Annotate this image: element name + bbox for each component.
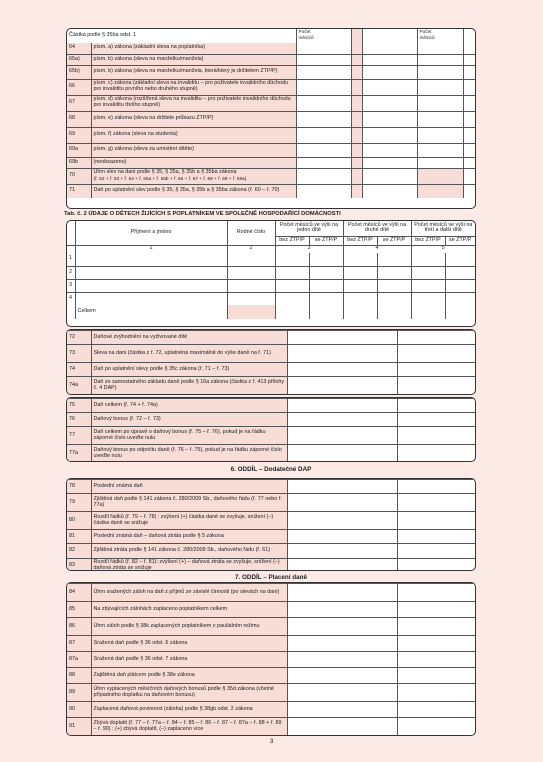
section-6-title: 6. ODDÍL – Dodatečné DAP [230,466,312,473]
row-number: 89 [67,684,91,702]
child-index: 4 [67,292,75,305]
se-ztp: se ZTP/P [377,236,411,245]
row-label: Úhrn vyplacených měsíčních daňových bonusů podle § 35d zákona (včetně případného doplatku na daňovém bonusu) [91,684,287,702]
form-row [67,512,475,530]
amount-field[interactable] [362,168,417,184]
amount-field[interactable] [463,143,475,157]
row-label: písm. e) zákona (sleva na držitele průkazu ZTP/P) [91,111,296,127]
amount-field[interactable] [362,143,417,157]
amount-field[interactable] [463,95,475,111]
form-row [67,636,475,652]
row-label: Zaplacená daňová povinnost (záloha) podle § 38gb odst. 2 zákona [91,702,287,718]
col-second-child: Počet měsíců ve výši na druhé dítě [343,221,411,236]
row-number: 80 [67,512,91,530]
form-row [67,184,475,198]
row-number: 85 [67,602,91,618]
months-field[interactable] [275,292,309,305]
months-field[interactable] [411,292,445,305]
form-row [67,445,475,463]
child-row [67,279,475,292]
row-label: Daň po uplatnění slev podle § 35, § 35a, § 35b a § 35ba zákona (ř. 60 – ř. 70) [91,184,296,198]
months-field[interactable] [417,157,463,168]
row-label: Na zbývajících zálohách zaplaceno poplatníkem celkem [91,602,287,618]
form-row [67,618,475,636]
amount-field[interactable] [287,702,397,718]
row-number: 88 [67,668,91,684]
child-name-field[interactable] [75,253,227,266]
bez-ztp: bez ZTP/P [343,236,377,245]
months-field[interactable] [445,279,475,292]
se-ztp: se ZTP/P [309,236,343,245]
months-field[interactable] [275,279,309,292]
row-label: Rozdíl řádků (ř. 79 – ř. 78) : zvýšení (+) částka daně se zvyšuje, snížení (–) částka daně se snižuje [91,512,287,530]
months-field[interactable] [343,279,377,292]
row-number: 86 [67,618,91,636]
amount-field[interactable] [362,43,417,54]
row-number: 87 [67,636,91,652]
form-row [67,668,475,684]
total-label: Celkem [75,305,227,319]
slevy-header-row [67,29,475,43]
row-label: Daň celkem po úpravě o daňový bonus (ř. 75 – ř. 76), pokud je na řádku záporné číslo uveďte nulu [91,427,287,445]
bez-ztp: bez ZTP/P [411,236,445,245]
form-row [67,480,475,494]
amount-field[interactable] [287,602,397,618]
amount-field[interactable] [287,399,397,413]
row-number: 73 [67,345,91,363]
amount-field[interactable] [287,427,397,445]
row-label: Zajištěná daň plátcem podle § 38e zákona [91,668,287,684]
row-number: 90 [67,702,91,718]
row-label: písm. b) zákona (sleva na manželku/manžela, která/který je držitelem ZTP/P) [91,65,296,79]
row-label: Poslední známá daň – daňová ztráta podle § 5 zákona [91,530,287,544]
amount-field[interactable] [362,65,417,79]
months-field[interactable] [343,292,377,305]
row-number: 68 [67,111,91,127]
amount-field[interactable] [287,445,397,463]
amount-field[interactable] [362,111,417,127]
row-label: (neobsazeno) [91,157,296,168]
amount-field[interactable] [296,168,351,184]
row-number: 65b) [67,65,91,79]
months-field[interactable] [309,266,343,279]
amount-field[interactable] [287,668,397,684]
months-field[interactable] [417,111,463,127]
amount-field[interactable] [287,559,397,572]
section-6-block [66,478,476,571]
amount-field[interactable] [463,65,475,79]
row-label: Daň ze samostatného základu daně podle § 16a zákona (částka z ř. 413 přílohy č. 4 DAP) [91,377,287,395]
row-number: 70 [67,168,91,184]
months-field[interactable] [377,266,411,279]
row-label: písm. f) zákona (sleva na studenta) [91,127,296,143]
row-label: Zbývá doplatit (ř. 77 – ř. 77a – ř. 84 – ř. 85 – ř. 86 – ř. 87 – ř. 87a – ř. 88 + ř. 89 – ř. 90) ; (+) zbývá doplatit, (–) zaplaceno více [91,718,287,736]
form-row [67,127,475,143]
amount-field[interactable] [463,79,475,95]
form-row [67,157,475,168]
row-number: 78 [67,480,91,494]
se-ztp: se ZTP/P [445,236,475,245]
amount-field[interactable] [296,157,351,168]
amount-field[interactable] [287,494,397,512]
total-cell[interactable] [275,305,309,319]
amount-field[interactable] [296,54,351,65]
child-row [67,253,475,266]
months-field[interactable] [417,143,463,157]
col-first-child: Počet měsíců ve výši na jedno dítě [275,221,343,236]
form-row [67,345,475,363]
months-field[interactable] [377,292,411,305]
months-field[interactable] [377,253,411,266]
page-number: 3 [269,738,274,745]
col-birth: Rodné číslo [227,221,275,245]
form-row [67,702,475,718]
child-index: 3 [67,279,75,292]
amount-field[interactable] [463,127,475,143]
row-label: Daňové zvýhodnění na vyživované dítě [91,331,287,345]
amount-field[interactable] [362,157,417,168]
row-number: 81 [67,530,91,544]
col-num: 1 [75,245,227,253]
total-cell[interactable] [445,305,475,319]
amount-field[interactable] [287,512,397,530]
child-name-field[interactable] [75,279,227,292]
total-cell[interactable] [343,305,377,319]
form-row [67,168,475,184]
form-row [67,95,475,111]
months-field[interactable] [343,253,377,266]
row-label: písm. c) zákona (základní sleva na invaliditu – pro poživatele invalidního důchodu pro invaliditu prvního nebo druhého stupně) [91,79,296,95]
form-row [67,544,475,559]
row-label: Daň celkem (ř. 74 + ř. 74a) [91,399,287,413]
form-row [67,602,475,618]
row-number: 69 [67,127,91,143]
row-number: 64 [67,43,91,54]
amount-field[interactable] [287,530,397,544]
amount-field[interactable] [296,65,351,79]
amount-field[interactable] [287,345,397,363]
col-num: 5 [411,245,475,253]
row-label: Úhrn sražených záloh na daň z příjmů ze závislé činnosti (po slevách na dani) [91,584,287,602]
months-field[interactable] [275,253,309,266]
amount-field[interactable] [287,584,397,602]
amount-field[interactable] [287,377,397,395]
months-field[interactable] [309,292,343,305]
months-field[interactable] [417,79,463,95]
row-label: písm. d) zákona (rozšířená sleva na invaliditu – pro poživatele invalidního důchodu pro invaliditu třetího stupně) [91,95,296,111]
form-row [67,377,475,395]
amount-field[interactable] [296,111,351,127]
form-row [67,143,475,157]
block-75-77a [66,397,476,462]
form-row [67,427,475,445]
total-cell[interactable] [309,305,343,319]
amount-field[interactable] [463,54,475,65]
row-number: 67 [67,95,91,111]
row-number: 65a) [67,54,91,65]
months-field[interactable] [343,266,377,279]
row-number: 82 [67,544,91,559]
total-cell[interactable] [377,305,411,319]
months-field[interactable] [411,279,445,292]
row-label: Rozdíl řádků (ř. 82 – ř. 81): zvýšení (+) – daňová ztráta se zvyšuje, snížení (–) daňová ztráta se snižuje [91,559,287,572]
amount-field[interactable] [296,95,351,111]
child-index: 1 [67,253,75,266]
months-field[interactable] [417,95,463,111]
birth-number-field[interactable] [227,292,275,305]
tab2-title: Tab. č. 2 ÚDAJE O DĚTECH ŽIJÍCÍCH S POPLATNÍKEM VE SPOLEČNĚ HOSPODAŘÍCÍ DOMÁCNOSTI [64,211,341,217]
form-row [67,413,475,427]
form-row [67,65,475,79]
total-cell[interactable] [411,305,445,319]
months-field[interactable] [417,54,463,65]
row-number: 91 [67,718,91,736]
row-number: 71 [67,184,91,198]
form-row [67,363,475,377]
form-row [67,530,475,544]
row-number: 76 [67,413,91,427]
form-row [67,684,475,702]
months-field[interactable] [445,253,475,266]
form-row [67,494,475,512]
months-field[interactable] [275,266,309,279]
form-row [67,559,475,572]
amount-field[interactable] [463,111,475,127]
child-row [67,266,475,279]
row-label: písm. b) zákona (sleva na manželku/manžela) [91,54,296,65]
row-number: 75 [67,399,91,413]
amount-field[interactable] [362,184,417,198]
amount-field[interactable] [287,652,397,668]
section-7-block [66,582,476,736]
amount-field[interactable] [296,43,351,54]
amount-field[interactable] [296,127,351,143]
amount-field[interactable] [287,331,397,345]
col-num: 2 [227,245,275,253]
amount-field[interactable] [463,184,475,198]
form-row [67,54,475,65]
amount-field[interactable] [296,79,351,95]
birth-number-field[interactable] [227,266,275,279]
amount-field[interactable] [287,718,397,736]
row-label: Daňový bonus po odpočtu daně (ř. 76 – ř. 75), pokud je na řádku záporné číslo uveďte nulu [91,445,287,463]
row-label: Sražená daň podle § 36 odst. 7 zákona [91,652,287,668]
col-name: Příjmení a jméno [75,221,227,245]
months-field[interactable] [417,127,463,143]
child-row [67,292,475,305]
child-name-field[interactable] [75,292,227,305]
months-field[interactable] [411,266,445,279]
months-field[interactable] [309,279,343,292]
row-label: Zjištěná daň podle § 141 zákona č. 280/2009 Sb., daňového řádu (ř. 77 nebo ř. 77a) [91,494,287,512]
months-field[interactable] [417,43,463,54]
amount-field[interactable] [287,480,397,494]
amount-field[interactable] [287,363,397,377]
row-number: 74a [67,377,91,395]
form-row [67,718,475,736]
months-field[interactable] [445,266,475,279]
months-col-2: Počet měsíců [417,29,463,43]
birth-number-field[interactable] [227,279,275,292]
amount-field[interactable] [287,413,397,427]
slevy-block [66,28,476,209]
col-third-child: Počet měsíců ve výši na třetí a další dítě [411,221,475,236]
row-number: 84 [67,584,91,602]
form-row [67,43,475,54]
form-row [67,111,475,127]
amount-field[interactable] [287,618,397,636]
amount-field[interactable] [463,43,475,54]
row-label: Úhrn záloh podle § 38k zaplacených poplatníkem v paušálním režimu [91,618,287,636]
row-number: 66 [67,79,91,95]
row-label: Daň po uplatnění slevy podle § 35c zákona (ř. 71 – ř. 73) [91,363,287,377]
form-row [67,79,475,95]
row-label: Poslední známá daň [91,480,287,494]
section-7-title: 7. ODDÍL – Placení daně [235,574,307,581]
months-field[interactable] [411,253,445,266]
block-72-74a [66,329,476,395]
row-number: 77a [67,445,91,463]
row-label: Sleva na dani (částka z ř. 72, uplatněná maximálně do výše daně na ř. 71) [91,345,287,363]
amount-field[interactable] [287,684,397,702]
amount-field[interactable] [463,168,475,184]
row-label: Zjištěná ztráta podle § 141 zákona č. 280/2009 Sb., daňového řádu (ř. 61) [91,544,287,559]
amount-field[interactable] [287,544,397,559]
form-row [67,584,475,602]
row-number: 83 [67,559,91,572]
children-table [66,220,476,327]
bez-ztp: bez ZTP/P [275,236,309,245]
row-number: 69b [67,157,91,168]
form-row [67,331,475,345]
row-label: Daňový bonus (ř. 72 – ř. 73) [91,413,287,427]
row-number: 72 [67,331,91,345]
form-row [67,399,475,413]
amount-field[interactable] [362,54,417,65]
birth-number-field[interactable] [227,253,275,266]
row-label: písm. a) zákona (základní sleva na poplatníka) [91,43,296,54]
child-index: 2 [67,266,75,279]
row-number: 77 [67,427,91,445]
row-number: 74 [67,363,91,377]
col-num: 3 [275,245,343,253]
amount-field[interactable] [296,143,351,157]
row-number: 69a [67,143,91,157]
row-label: Sražená daň podle § 36 odst. 6 zákona [91,636,287,652]
child-name-field[interactable] [75,266,227,279]
amount-field[interactable] [287,636,397,652]
form-row [67,652,475,668]
row-number: 79 [67,494,91,512]
months-field[interactable] [377,279,411,292]
months-field[interactable] [445,292,475,305]
amount-field[interactable] [362,79,417,95]
col-num: 4 [343,245,411,253]
row-label: Úhrn slev na dani podle § 35, § 35a, § 35b a § 35ba zákona (ř. 62 + ř. 63 + ř. 64 + ř. 65a + ř. 65b + ř. 66 + ř. 67 + ř. 68 + ř. 69 + ř. 69a) [91,168,296,184]
amount-field[interactable] [362,127,417,143]
months-field[interactable] [309,253,343,266]
months-col-1: Počet měsíců [296,29,351,43]
row-label: písm. g) zákona (sleva za umístění dítěte) [91,143,296,157]
months-field[interactable] [417,65,463,79]
amount-field[interactable] [296,184,351,198]
amount-field[interactable] [362,95,417,111]
slevy-header: Částka podle § 35ba odst. 1 [67,29,296,43]
amount-field[interactable] [463,157,475,168]
row-number: 87a [67,652,91,668]
